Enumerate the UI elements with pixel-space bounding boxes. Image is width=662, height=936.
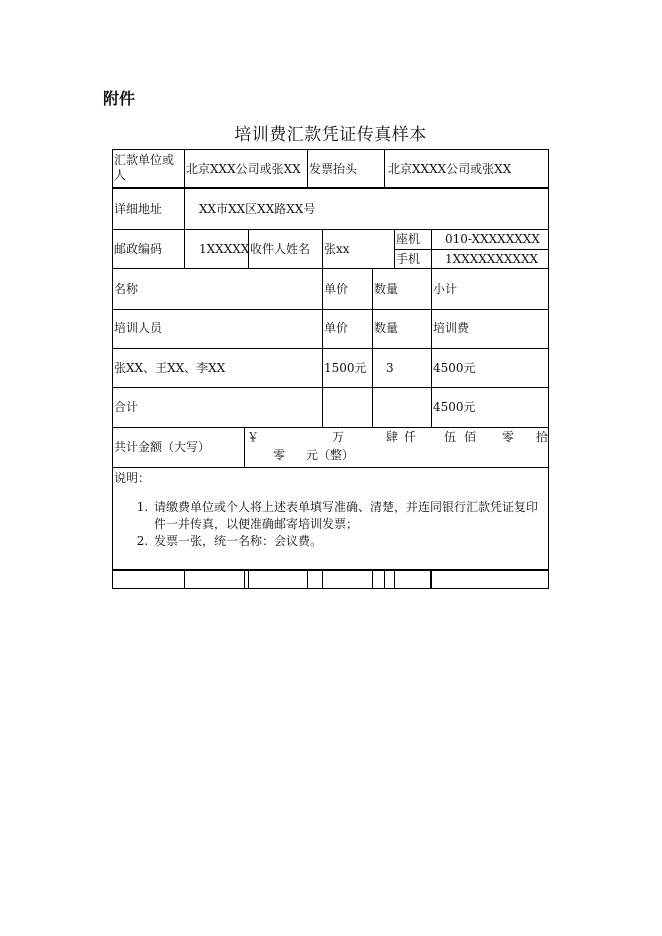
- notes-section: [114, 470, 546, 550]
- yuan-symbol: ￥: [247, 430, 260, 444]
- notes-title: 说明：: [114, 471, 151, 485]
- item-name: 张XX、王XX、李XX: [114, 361, 226, 375]
- landline-value: 010-XXXXXXXX: [445, 232, 540, 246]
- amount-label: 共计金额（大写）: [114, 440, 211, 454]
- total-label: 合计: [114, 400, 139, 414]
- amount-wan: 万: [332, 430, 345, 444]
- amount-bai: 佰: [464, 430, 477, 444]
- item-subtotal: 4500元: [433, 361, 476, 375]
- attachment-label: 附件: [103, 89, 136, 108]
- total-value: 4500元: [433, 400, 476, 414]
- page-title: 培训费汇款凭证传真样本: [234, 125, 427, 145]
- remitter-value: 北京XXX公司或张XX: [186, 162, 301, 176]
- amount-qian: 仟: [404, 430, 417, 444]
- amount-shi: 拾: [536, 430, 549, 444]
- recipient-label: 收件人姓名: [250, 242, 311, 256]
- amount-ling-2: 零: [273, 448, 286, 462]
- amount-si: 肆: [386, 430, 399, 444]
- postcode-label: 邮政编码: [114, 242, 163, 256]
- amount-ling-1: 零: [502, 430, 515, 444]
- note-item: 1. 请缴费单位或个人将上述表单填写准确、清楚，并连同银行汇款凭证复印件一并传真，以便准确邮寄培训发票；: [152, 499, 546, 533]
- landline-label: 座机: [396, 232, 421, 246]
- col-header-qty: 数量: [374, 282, 399, 296]
- recipient-value: 张xx: [324, 242, 350, 256]
- note-item: 2. 发票一张，统一名称：会议费。: [152, 533, 546, 550]
- subheader-qty: 数量: [374, 321, 399, 335]
- col-header-name: 名称: [114, 282, 139, 296]
- amount-yuan-zheng: 元（整）: [306, 448, 355, 462]
- invoice-title-label: 发票抬头: [309, 162, 358, 176]
- postcode-value: 1XXXXX: [199, 242, 250, 256]
- amount-wu: 伍: [444, 430, 457, 444]
- subheader-price: 单价: [324, 321, 349, 335]
- notes-list: [114, 499, 546, 550]
- item-qty: 3: [386, 361, 394, 375]
- invoice-title-value: 北京XXXX公司或张XX: [388, 162, 512, 176]
- mobile-label: 手机: [396, 252, 421, 266]
- remitter-label: 汇款单位或 人: [114, 153, 175, 182]
- item-price: 1500元: [324, 361, 367, 375]
- col-header-subtotal: 小计: [433, 282, 458, 296]
- address-value: XX市XX区XX路XX号: [199, 202, 316, 216]
- subheader-name: 培训人员: [114, 321, 163, 335]
- mobile-value: 1XXXXXXXXXX: [445, 252, 539, 266]
- subheader-subtotal: 培训费: [433, 321, 470, 335]
- address-label: 详细地址: [114, 202, 163, 216]
- col-header-price: 单价: [324, 282, 349, 296]
